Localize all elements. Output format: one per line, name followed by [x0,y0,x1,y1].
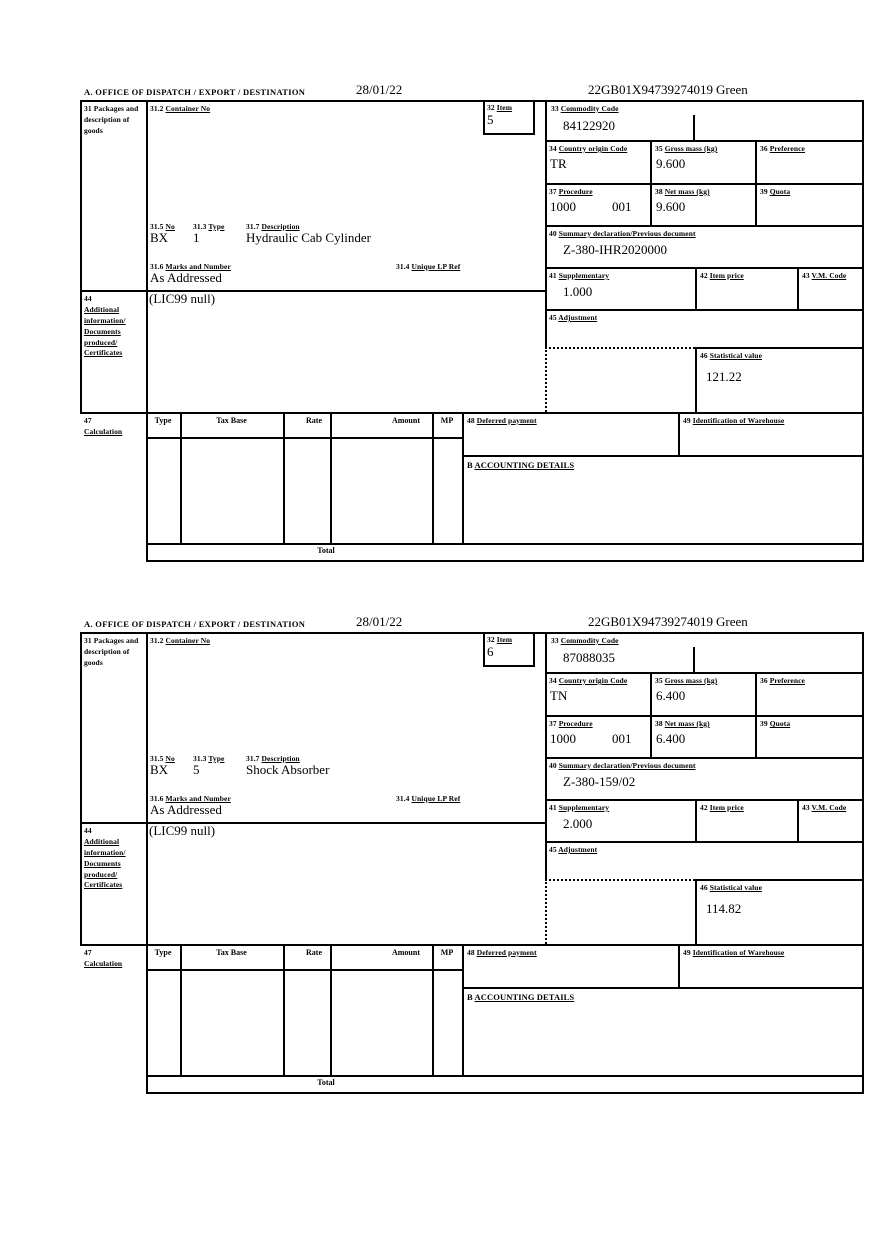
declaration-item-section [80,82,866,564]
goods-description-value: Shock Absorber [246,762,330,777]
box49-label: 49 Identification of Warehouse [683,948,785,957]
box31-5-label: 31.5 No [150,222,175,231]
box35-label: 35 Gross mass (kg) [655,676,718,685]
box39-label: 39 Quota [760,187,791,196]
box42-label: 42 Item price [700,803,744,812]
box31-label: 31 Packages and description of goods [84,636,139,667]
box31-4-label: 31.4 Unique LP Ref [396,262,461,271]
box31-2-label: 31.2 Container No [150,636,211,645]
box47-label: 47 Calculation [84,948,123,968]
box36-label: 36 Preference [760,676,805,685]
box34-label: 34 Country origin Code [549,676,628,685]
routing-status: Green [716,82,748,97]
box33-label: 33 Commodity Code [551,104,619,113]
tax-col-type: Type [154,416,172,425]
supplementary-units-value: 1.000 [563,284,593,299]
supplementary-units-value: 2.000 [563,816,593,831]
box45-label: 45 Adjustment [549,845,598,854]
box49-label: 49 Identification of Warehouse [683,416,785,425]
box31-label: 31 Packages and description of goods [84,104,139,135]
office-of-dispatch-label: A. OFFICE OF DISPATCH / EXPORT / DESTINATION [84,87,306,97]
gross-mass-value: 9.600 [656,156,686,171]
box39-label: 39 Quota [760,719,791,728]
item-number: 5 [487,112,494,127]
box36-label: 36 Preference [760,144,805,153]
box35-label: 35 Gross mass (kg) [655,144,718,153]
commodity-code-value: 84122920 [563,118,615,133]
packages-no-value: BX [150,762,169,777]
tax-col-rate: Rate [306,948,322,957]
box38-label: 38 Net mass (kg) [655,719,710,728]
accounting-details-label: B ACCOUNTING DETAILS [467,992,575,1002]
item-number: 6 [487,644,494,659]
box38-label: 38 Net mass (kg) [655,187,710,196]
box31-3-label: 31.3 Type [193,754,225,763]
procedure-ext-value: 001 [612,731,632,746]
box43-label: 43 V.M. Code [802,271,847,280]
procedure-code-value: 1000 [550,731,576,746]
goods-description-value: Hydraulic Cab Cylinder [246,230,371,245]
total-label: Total [317,546,335,555]
tax-col-amount: Amount [391,416,420,425]
box34-label: 34 Country origin Code [549,144,628,153]
box31-6-label: 31.6 Marks and Number [150,262,231,271]
box46-label: 46 Statistical value [700,351,763,360]
additional-info-value: (LIC99 null) [149,823,216,838]
country-origin-value: TR [550,156,567,171]
box31-4-label: 31.4 Unique LP Ref [396,794,461,803]
packages-type-value: 5 [193,762,200,777]
office-of-dispatch-label: A. OFFICE OF DISPATCH / EXPORT / DESTINATION [84,619,306,629]
tax-col-mp: MP [440,416,454,425]
box31-7-label: 31.7 Description [246,754,300,763]
box44-label: 44 Additional information/ Documents produced/ Certificates [84,294,126,358]
previous-document-value: Z-380-159/02 [563,774,636,789]
box40-label: 40 Summary declaration/Previous document [549,761,696,770]
box31-3-label: 31.3 Type [193,222,225,231]
tax-col-taxbase: Tax Base [216,416,247,425]
country-origin-value: TN [550,688,568,703]
box48-label: 48 Deferred payment [467,416,537,425]
procedure-code-value: 1000 [550,199,576,214]
tax-col-type: Type [154,948,172,957]
movement-reference: 22GB01X94739274019 [588,614,713,629]
tax-col-taxbase: Tax Base [216,948,247,957]
movement-reference: 22GB01X94739274019 [588,82,713,97]
total-label: Total [317,1078,335,1087]
box31-2-label: 31.2 Container No [150,104,211,113]
box47-label: 47 Calculation [84,416,123,436]
box44-label: 44 Additional information/ Documents produced/ Certificates [84,826,126,890]
box32-label: 32 Item [487,635,513,644]
procedure-ext-value: 001 [612,199,632,214]
packages-type-value: 1 [193,230,200,245]
box46-label: 46 Statistical value [700,883,763,892]
marks-numbers-value: As Addressed [150,802,222,817]
dispatch-date: 28/01/22 [356,82,403,97]
box42-label: 42 Item price [700,271,744,280]
additional-info-value: (LIC99 null) [149,291,216,306]
gross-mass-value: 6.400 [656,688,686,703]
statistical-value: 121.22 [706,369,742,384]
net-mass-value: 6.400 [656,731,686,746]
tax-col-mp: MP [440,948,454,957]
box37-label: 37 Procedure [549,187,593,196]
statistical-value: 114.82 [706,901,742,916]
box41-label: 41 Supplementary [549,803,610,812]
dispatch-date: 28/01/22 [356,614,403,629]
box45-label: 45 Adjustment [549,313,598,322]
box31-6-label: 31.6 Marks and Number [150,794,231,803]
declaration-item-section [80,614,866,1096]
box40-label: 40 Summary declaration/Previous document [549,229,696,238]
box31-5-label: 31.5 No [150,754,175,763]
box48-label: 48 Deferred payment [467,948,537,957]
previous-document-value: Z-380-IHR2020000 [563,242,667,257]
tax-col-rate: Rate [306,416,322,425]
commodity-code-value: 87088035 [563,650,615,665]
net-mass-value: 9.600 [656,199,686,214]
accounting-details-label: B ACCOUNTING DETAILS [467,460,575,470]
box32-label: 32 Item [487,103,513,112]
box41-label: 41 Supplementary [549,271,610,280]
box33-label: 33 Commodity Code [551,636,619,645]
packages-no-value: BX [150,230,169,245]
tax-col-amount: Amount [391,948,420,957]
box37-label: 37 Procedure [549,719,593,728]
box43-label: 43 V.M. Code [802,803,847,812]
marks-numbers-value: As Addressed [150,270,222,285]
routing-status: Green [716,614,748,629]
box31-7-label: 31.7 Description [246,222,300,231]
